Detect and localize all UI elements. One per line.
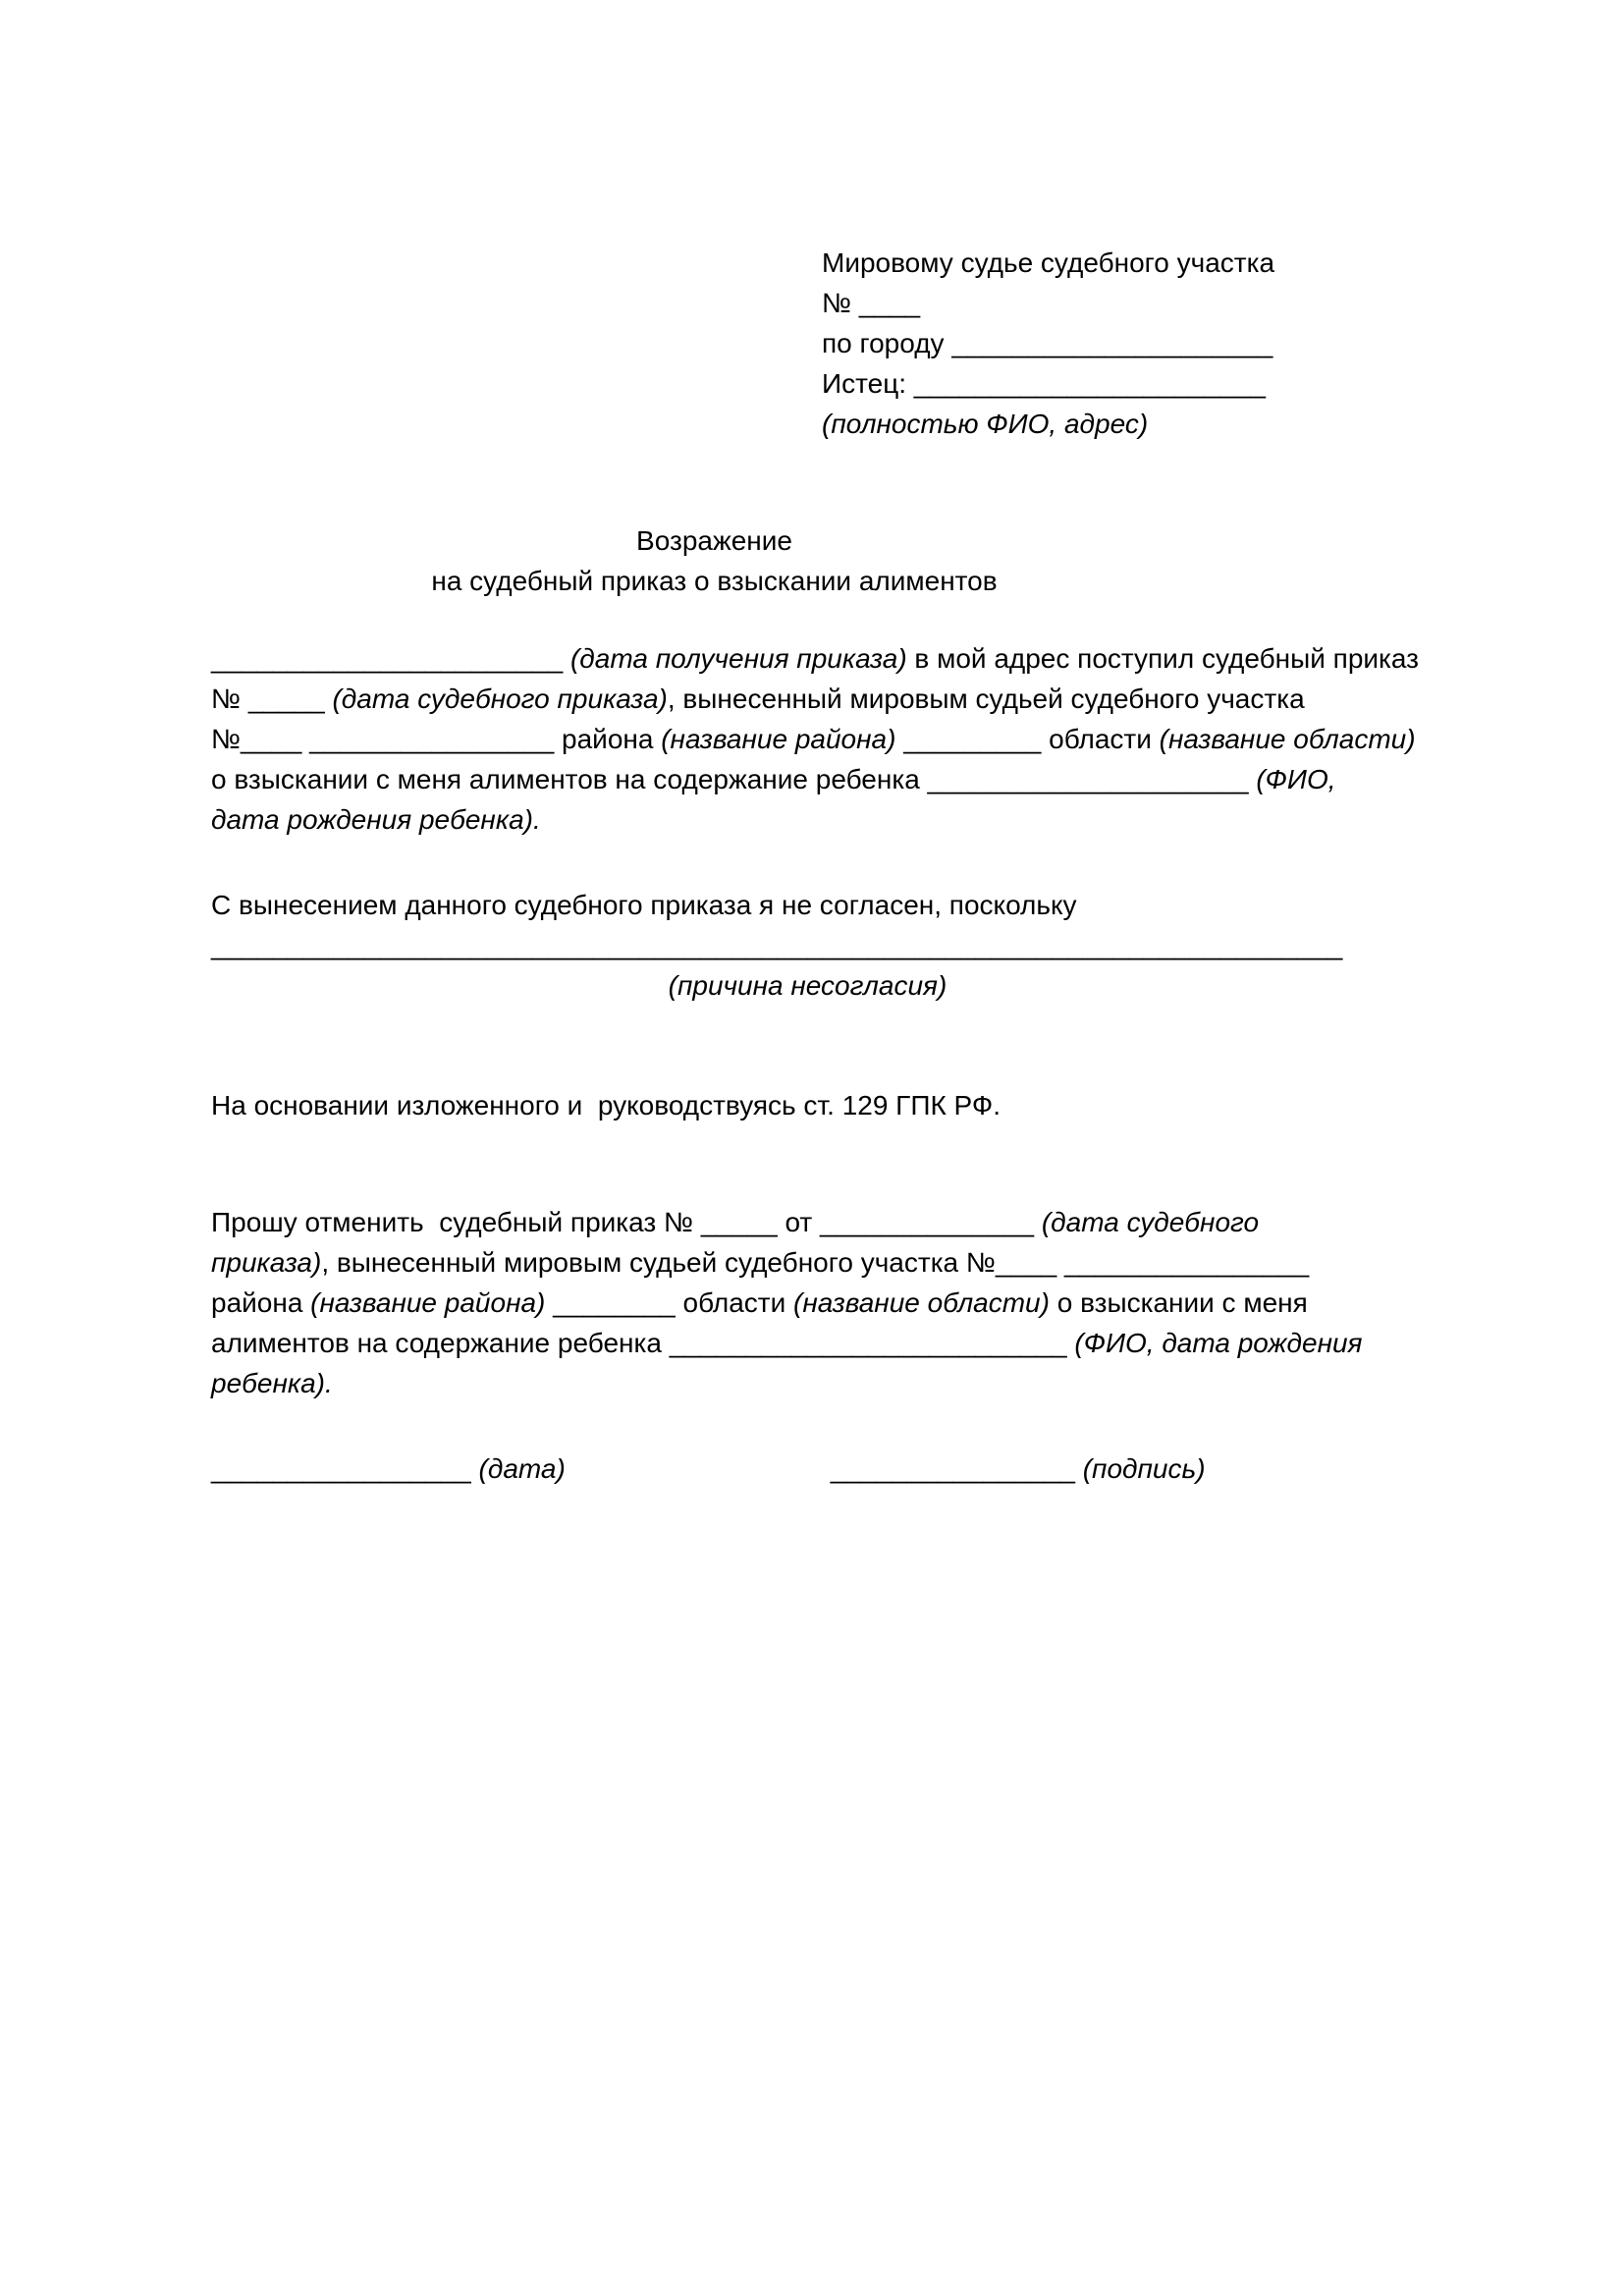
italic-hint-text: (причина несогласия) — [668, 970, 947, 1001]
text-run: № ____ — [822, 288, 921, 318]
text-line — [211, 1202, 1404, 1242]
text-line — [211, 1363, 1404, 1403]
title-line-2: на судебный приказ о взыскании алиментов — [431, 566, 998, 596]
addressee-block — [822, 0, 1404, 444]
signature-row — [211, 1449, 1404, 1489]
legal-basis-paragraph — [211, 1085, 1404, 1125]
text-run: ________________ — [830, 1453, 1083, 1484]
text-line — [211, 638, 1419, 679]
italic-hint-text: (ФИО, — [1256, 764, 1336, 794]
italic-hint-text: (название района) — [310, 1287, 546, 1318]
italic-hint-text: дата рождения ребенка). — [211, 804, 541, 835]
italic-hint-text: (дата судебного приказа) — [332, 683, 668, 714]
signature-sign-blank — [831, 1449, 1206, 1489]
text-run: _________ области — [895, 724, 1160, 754]
italic-hint-text: (дата) — [478, 1453, 566, 1484]
text-run: С вынесением данного судебного приказа я не согласен, поскольку — [211, 890, 1077, 920]
text-run: , вынесенный мировым судьей судебного участка №____ ________________ — [321, 1247, 1310, 1278]
title-line-1: Возражение — [636, 525, 792, 556]
text-line — [822, 363, 1404, 404]
text-run: района — [211, 1287, 311, 1318]
text-line — [211, 719, 1416, 759]
text-line — [822, 283, 1404, 323]
italic-hint-text: (название района) — [661, 724, 896, 754]
reason-caption — [211, 965, 1404, 1006]
disagreement-intro — [211, 885, 1404, 925]
text-run: о взыскании с меня — [1049, 1287, 1308, 1318]
text-run: в мой адрес поступил судебный приказ — [906, 643, 1419, 674]
text-line — [822, 243, 1404, 283]
text-run: о взыскании с меня алиментов на содержание ребенка _____________________ — [211, 764, 1257, 794]
text-run: На основании изложенного и руководствуясь ст. 129 ГПК РФ. — [211, 1090, 1001, 1121]
italic-hint-text: (подпись) — [1082, 1453, 1206, 1484]
request-paragraph — [211, 1202, 1404, 1403]
italic-hint-text: (дата судебного — [1041, 1207, 1260, 1237]
text-run: ________ области — [545, 1287, 794, 1318]
italic-hint-text: (название области) — [793, 1287, 1050, 1318]
text-line — [211, 1242, 1404, 1283]
text-line — [211, 759, 1404, 799]
text-run: Мировому судье судебного участка — [822, 247, 1275, 278]
document-content — [211, 0, 1419, 1489]
text-line — [822, 323, 1404, 363]
text-line — [211, 1283, 1404, 1323]
text-run: _________________ — [211, 1453, 479, 1484]
text-run: Истец: _______________________ — [822, 368, 1266, 399]
italic-hint-text: (дата получения приказа) — [569, 643, 907, 674]
text-run: __________________________________________________________________________ — [211, 930, 1343, 960]
text-run: № _____ — [211, 683, 333, 714]
document-title — [211, 520, 1404, 601]
text-line — [211, 1323, 1404, 1363]
receipt-paragraph — [211, 638, 1419, 840]
text-line — [211, 679, 1404, 719]
signature-date-blank — [211, 1449, 566, 1489]
italic-hint-text: (полностью ФИО, адрес) — [822, 409, 1149, 439]
text-run: алиментов на содержание ребенка __________________________ — [211, 1328, 1075, 1358]
italic-hint-text: ребенка). — [211, 1368, 333, 1398]
text-line — [211, 799, 1404, 840]
italic-hint-text: (ФИО, дата рождения — [1074, 1328, 1363, 1358]
text-run: _______________________ — [211, 643, 570, 674]
text-run: , вынесенный мировым судьей судебного участка — [667, 683, 1305, 714]
text-run: Прошу отменить судебный приказ № _____ от ______________ — [211, 1207, 1042, 1237]
text-line — [822, 404, 1404, 444]
italic-hint-text: приказа) — [211, 1247, 322, 1278]
disagreement-section — [211, 885, 1404, 1006]
reason-blank-line — [211, 925, 1404, 965]
italic-hint-text: (название области) — [1159, 724, 1416, 754]
text-run: по городу _____________________ — [822, 328, 1273, 358]
text-run: №____ ________________ района — [211, 724, 662, 754]
